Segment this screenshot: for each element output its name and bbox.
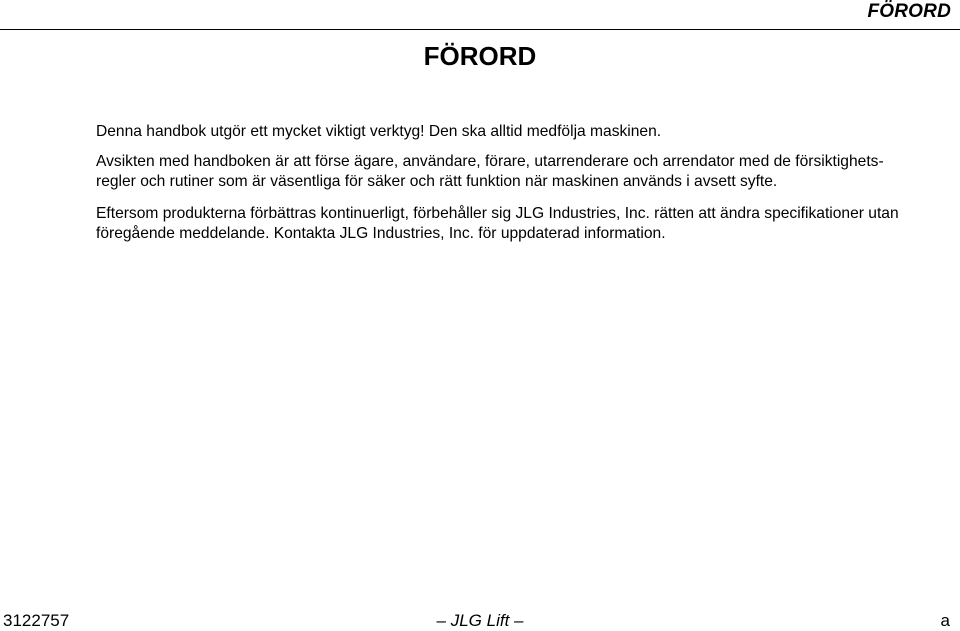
footer-page-number: a	[940, 611, 950, 630]
footer-doc-number: 3122757	[3, 611, 70, 630]
paragraph-intro: Denna handbok utgör ett mycket viktigt verktyg! Den ska alltid medfölja maskinen.	[96, 123, 662, 140]
body-text	[96, 122, 916, 244]
running-head: FÖRORD	[867, 1, 951, 22]
paragraph-specifications: Eftersom produkterna förbättras kontinuerligt, förbehåller sig JLG Industries, Inc. rätten att ändra specifikationer utan föregående meddelande. Kontakta JLG Industries, Inc. för uppdaterad information.	[96, 205, 899, 242]
header-rule	[0, 29, 960, 30]
page-title: FÖRORD	[423, 41, 537, 71]
footer-brand: – JLG Lift –	[436, 611, 524, 630]
paragraph-purpose: Avsikten med handboken är att förse ägare, användare, förare, utarrenderare och arrendator med de försiktighets-regler och rutiner som är väsentliga för säker och rätt funktion när maskinen används i avsett syfte.	[96, 153, 884, 190]
